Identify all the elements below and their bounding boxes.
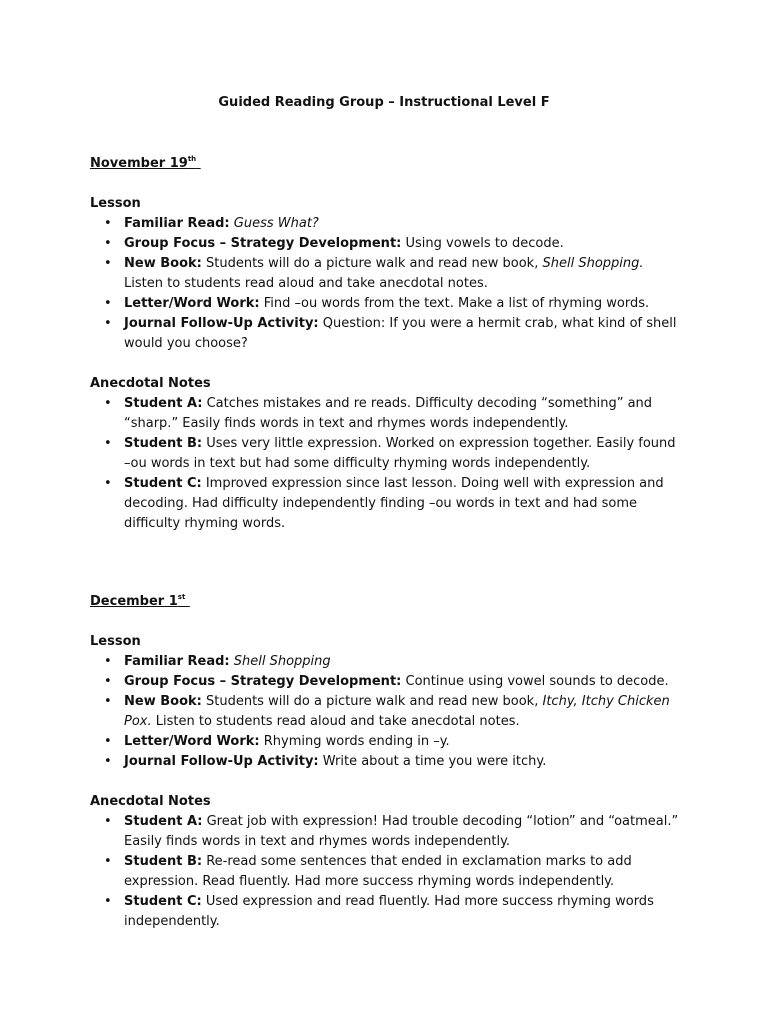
lesson-item-journal-activity — [124, 314, 680, 354]
item-text: Rhyming words ending in –y. — [263, 734, 450, 749]
student-label: Student B: — [124, 436, 203, 451]
note-student-a — [124, 394, 680, 434]
lesson-item-new-book — [124, 254, 680, 294]
note-student-b — [124, 852, 680, 892]
entry-date-text: December 1 — [90, 594, 178, 609]
document-title: Guided Reading Group – Instructional Level F — [218, 95, 550, 110]
lesson-item-letter-word-work — [124, 732, 680, 752]
item-text-after: Listen to students read aloud and take anecdotal notes. — [124, 276, 488, 291]
lesson-item-group-focus — [124, 234, 680, 254]
item-text: Find –ou words from the text. Make a list of rhyming words. — [263, 296, 650, 311]
note-text: Improved expression since last lesson. Doing well with expression and decoding. Had difficulty independently finding –ou words in text and had some difficulty rhyming words. — [124, 476, 664, 531]
lesson-item-journal-activity — [124, 752, 680, 772]
student-label: Student A: — [124, 814, 203, 829]
note-student-a — [124, 812, 680, 852]
anecdotal-notes-heading: Anecdotal Notes — [90, 376, 211, 391]
item-label: Journal Follow-Up Activity: — [124, 754, 319, 769]
lesson-list — [90, 214, 680, 354]
lesson-list — [90, 652, 680, 772]
note-text: Re-read some sentences that ended in exclamation marks to add expression. Read fluently. Had more success rhyming words independently. — [124, 854, 632, 889]
note-student-c — [124, 892, 680, 932]
lesson-item-familiar-read — [124, 214, 680, 234]
book-title: Shell Shopping — [233, 654, 331, 669]
item-label: New Book: — [124, 694, 202, 709]
entry-date — [90, 154, 680, 174]
lesson-item-familiar-read — [124, 652, 680, 672]
note-text: Used expression and read fluently. Had more success rhyming words independently. — [124, 894, 654, 929]
item-label: Letter/Word Work: — [124, 296, 260, 311]
book-title: Itchy, Itchy Chicken Pox. — [124, 694, 670, 729]
item-text-after: Listen to students read aloud and take anecdotal notes. — [155, 714, 520, 729]
entry-date-suffix: st — [177, 593, 186, 601]
entry-date-suffix: th — [187, 155, 197, 163]
book-title: Shell Shopping. — [542, 256, 644, 271]
anecdotal-notes-list — [90, 812, 680, 932]
item-text: Question: If you were a hermit crab, what kind of shell would you choose? — [124, 316, 677, 351]
note-text: Uses very little expression. Worked on expression together. Easily found –ou words in text but had some difficulty rhyming words independently. — [124, 436, 676, 471]
item-label: Group Focus – Strategy Development: — [124, 236, 402, 251]
student-label: Student A: — [124, 396, 203, 411]
item-label: New Book: — [124, 256, 202, 271]
entry-november-19 — [90, 154, 680, 554]
item-text: Using vowels to decode. — [405, 236, 564, 251]
item-label: Group Focus – Strategy Development: — [124, 674, 402, 689]
item-text: Students will do a picture walk and read new book, — [206, 694, 539, 709]
lesson-heading: Lesson — [90, 196, 141, 211]
student-label: Student C: — [124, 476, 202, 491]
student-label: Student C: — [124, 894, 202, 909]
anecdotal-notes-list — [90, 394, 680, 534]
item-text: Students will do a picture walk and read new book, — [206, 256, 539, 271]
item-label: Familiar Read: — [124, 654, 230, 669]
item-label: Letter/Word Work: — [124, 734, 260, 749]
entry-december-1 — [90, 592, 680, 952]
item-label: Familiar Read: — [124, 216, 230, 231]
book-title: Guess What? — [233, 216, 319, 231]
anecdotal-notes-heading: Anecdotal Notes — [90, 794, 211, 809]
lesson-heading: Lesson — [90, 634, 141, 649]
item-text: Continue using vowel sounds to decode. — [405, 674, 669, 689]
item-text: Write about a time you were itchy. — [322, 754, 547, 769]
entry-date — [90, 592, 680, 612]
note-student-c — [124, 474, 680, 534]
lesson-item-group-focus — [124, 672, 680, 692]
note-student-b — [124, 434, 680, 474]
lesson-item-new-book — [124, 692, 680, 732]
note-text: Catches mistakes and re reads. Difficulty decoding “something” and “sharp.” Easily finds words in text and rhymes words independently. — [124, 396, 653, 431]
note-text: Great job with expression! Had trouble decoding “lotion” and “oatmeal.” Easily finds words in text and rhymes words independently. — [124, 814, 679, 849]
entry-date-text: November 19 — [90, 156, 188, 171]
item-label: Journal Follow-Up Activity: — [124, 316, 319, 331]
student-label: Student B: — [124, 854, 203, 869]
lesson-item-letter-word-work — [124, 294, 680, 314]
